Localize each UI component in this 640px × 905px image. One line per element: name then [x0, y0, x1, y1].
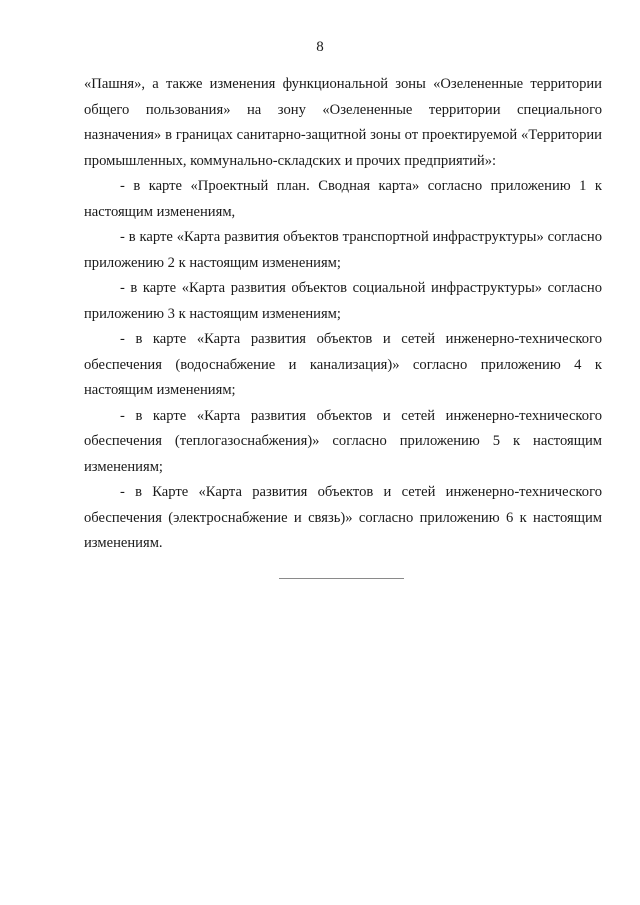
paragraph-continuation: «Пашня», а также изменения функциональной зоны «Озелененные территории общего пользования» на зону «Озелененные территории специального назначения» в границах санитарно-защитной зоны от проектируемой «Территории промышленных, коммунально-складских и прочих предприятий»:: [84, 76, 602, 169]
list-item-appendix-3: - в карте «Карта развития объектов социальной инфраструктуры» согласно приложению 3 к настоящим изменениям;: [84, 280, 602, 322]
list-item-appendix-5: - в карте «Карта развития объектов и сетей инженерно-технического обеспечения (теплогазоснабжения)» согласно приложению 5 к настоящим изменениям;: [84, 407, 602, 475]
list-item-appendix-1: - в карте «Проектный план. Сводная карта» согласно приложению 1 к настоящим изменениям,: [84, 178, 602, 220]
document-body: [84, 72, 602, 557]
list-item-appendix-2: - в карте «Карта развития объектов транспортной инфраструктуры» согласно приложению 2 к настоящим изменениям;: [84, 229, 602, 271]
page-number: 8: [316, 39, 324, 55]
list-item-appendix-6: - в Карте «Карта развития объектов и сетей инженерно-технического обеспечения (электроснабжение и связь)» согласно приложению 6 к настоящим изменениям.: [84, 484, 602, 551]
list-item-appendix-4: - в карте «Карта развития объектов и сетей инженерно-технического обеспечения (водоснабжение и канализация)» согласно приложению 4 к настоящим изменениям;: [84, 331, 602, 398]
end-of-text-divider: [279, 578, 404, 579]
